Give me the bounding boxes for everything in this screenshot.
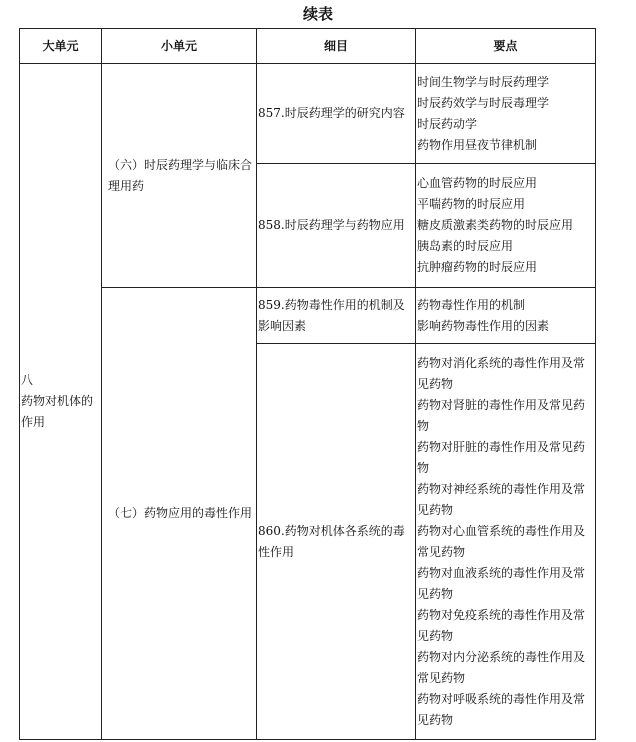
key-point: 药物对呼吸系统的毒性作用及常见药物 <box>417 691 586 727</box>
table-row <box>20 64 596 164</box>
key-point: 药物对心血管系统的毒性作用及常见药物 <box>417 523 586 559</box>
key-point: 药物对免疫系统的毒性作用及常见药物 <box>417 607 586 643</box>
header-sub-unit: 小单元 <box>102 29 257 64</box>
key-point: 平喘药物的时辰应用 <box>417 197 526 211</box>
table-caption: 续表 <box>302 5 333 23</box>
key-point: 药物对肾脏的毒性作用及常见药物 <box>417 397 586 433</box>
detail-cell: 859.药物毒性作用的机制及影响因素 <box>257 288 416 344</box>
big-unit-number: 八 <box>21 373 34 387</box>
points-cell <box>416 344 596 740</box>
key-point: 时间生物学与时辰药理学 <box>417 74 550 89</box>
big-unit-cell <box>20 64 102 740</box>
key-point: 影响药物毒性作用的因素 <box>417 318 550 333</box>
detail-cell: 858.时辰药理学与药物应用 <box>257 164 416 288</box>
syllabus-table <box>19 28 596 740</box>
sub-unit-cell: （七）药物应用的毒性作用 <box>102 288 257 740</box>
sub-unit-cell: （六）时辰药理学与临床合理用药 <box>102 64 257 288</box>
key-point: 药物对肝脏的毒性作用及常见药物 <box>417 439 586 475</box>
points-cell <box>416 288 596 344</box>
detail-cell: 857.时辰药理学的研究内容 <box>257 64 416 164</box>
table-row <box>20 288 596 344</box>
key-point: 药物对消化系统的毒性作用及常见药物 <box>417 355 586 391</box>
key-point: 药物毒性作用的机制 <box>417 297 526 312</box>
key-point: 药物对神经系统的毒性作用及常见药物 <box>417 481 586 517</box>
points-cell <box>416 164 596 288</box>
header-key-points: 要点 <box>416 29 596 64</box>
detail-cell: 860.药物对机体各系统的毒性作用 <box>257 344 416 740</box>
big-unit-name: 药物对机体的作用 <box>21 394 94 429</box>
key-point: 时辰药效学与时辰毒理学 <box>417 95 550 110</box>
key-point: 抗肿瘤药物的时辰应用 <box>417 260 538 274</box>
key-point: 时辰药动学 <box>417 116 478 131</box>
key-point: 药物对血液系统的毒性作用及常见药物 <box>417 565 586 601</box>
key-point: 心血管药物的时辰应用 <box>417 176 538 190</box>
key-point: 药物作用昼夜节律机制 <box>417 137 538 152</box>
key-point: 糖皮质激素类药物的时辰应用 <box>417 218 574 232</box>
key-point: 胰岛素的时辰应用 <box>417 239 514 253</box>
points-cell <box>416 64 596 164</box>
header-detail: 细目 <box>257 29 416 64</box>
header-big-unit: 大单元 <box>20 29 102 64</box>
header-row <box>20 29 596 64</box>
key-point: 药物对内分泌系统的毒性作用及常见药物 <box>417 649 586 685</box>
